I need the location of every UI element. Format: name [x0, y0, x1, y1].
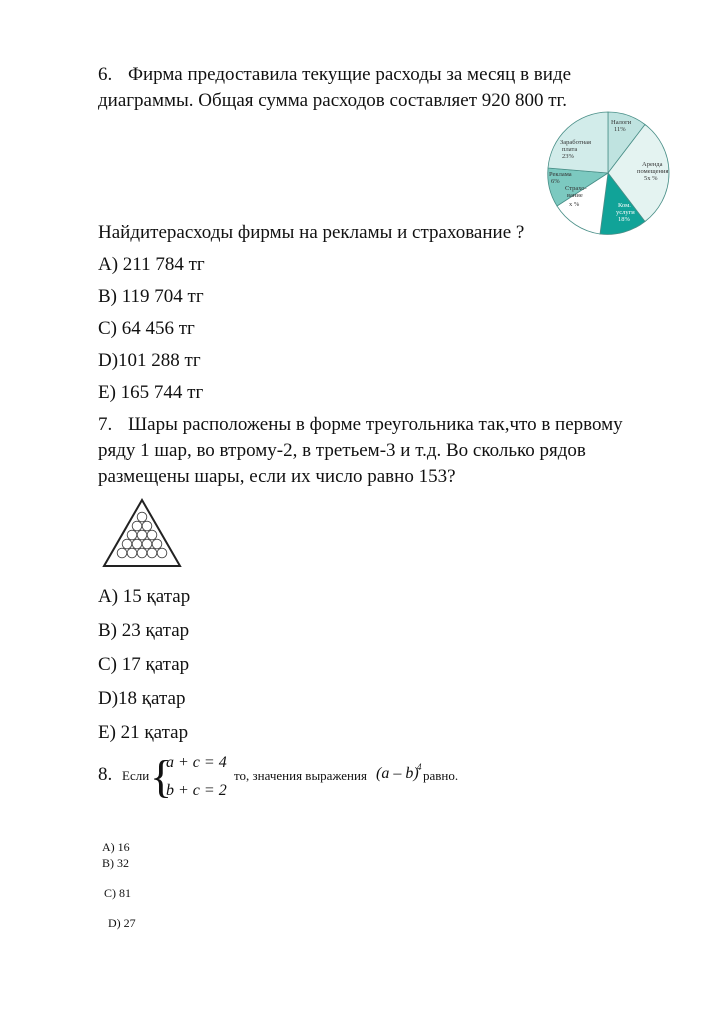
- q6-question: Найдитерасходы фирмы на рекламы и страхование ?: [98, 222, 525, 243]
- q7-option-d[interactable]: D)18 қатар: [98, 688, 186, 709]
- label-strah-2: вание: [567, 192, 583, 199]
- q7-text-line1: Шары расположены в форме треугольника так,что в первому: [128, 414, 623, 435]
- q6-option-a[interactable]: A) 211 784 тг: [98, 254, 205, 275]
- q7-option-a[interactable]: A) 15 қатар: [98, 586, 191, 607]
- label-arenda-3: 5х %: [644, 175, 658, 182]
- q7-option-b[interactable]: B) 23 қатар: [98, 620, 190, 641]
- expenses-pie-chart: [545, 110, 671, 236]
- q6-option-e[interactable]: E) 165 744 тг: [98, 382, 204, 403]
- label-strah-1: Страхо-: [565, 185, 587, 192]
- q7-text-line2: ряду 1 шар, во втрому-2, в третьем-3 и т.д. Во сколько рядов: [98, 440, 586, 461]
- q6-text-line1: Фирма предоставила текущие расходы за месяц в виде: [128, 64, 572, 85]
- q6-option-c[interactable]: C) 64 456 тг: [98, 318, 195, 339]
- label-reklama-1: Реклама: [549, 171, 572, 178]
- q6-number: 6.: [98, 64, 113, 85]
- label-nalogi-1: Налоги: [611, 119, 632, 126]
- q8-option-a[interactable]: A) 16: [102, 840, 130, 854]
- q7-number: 7.: [98, 414, 113, 435]
- q6-text-line2: диаграммы. Общая сумма расходов составляет 920 800 тг.: [98, 90, 567, 111]
- label-kom-1: Ком.: [618, 202, 631, 209]
- q6-option-d[interactable]: D)101 288 тг: [98, 350, 201, 371]
- label-arenda-2: помещения: [637, 168, 669, 175]
- q7-option-c[interactable]: C) 17 қатар: [98, 654, 190, 675]
- system-brace: {: [150, 751, 173, 802]
- q8-text: то, значения выражения: [234, 768, 367, 783]
- label-zarplata-2: плата: [562, 146, 578, 153]
- label-kom-2: услуги: [616, 209, 635, 216]
- q8-number: 8.: [98, 764, 113, 785]
- balls-triangle-image: [102, 498, 182, 570]
- q8-exponent: 4: [417, 762, 422, 772]
- q7-option-e[interactable]: E) 21 қатар: [98, 722, 189, 743]
- label-reklama-2: 6%: [551, 178, 560, 185]
- q8-equation-1: a + c = 4: [166, 754, 227, 771]
- q6-option-b[interactable]: B) 119 704 тг: [98, 286, 204, 307]
- q8-if-word: Если: [122, 768, 150, 783]
- q8-option-d[interactable]: D) 27: [108, 916, 136, 930]
- label-arenda-1: Аренда: [642, 161, 663, 168]
- q8-option-c[interactable]: C) 81: [104, 886, 131, 900]
- q7-text-line3: размещены шары, если их число равно 153?: [98, 466, 456, 487]
- label-zarplata-3: 23%: [562, 153, 574, 160]
- label-zarplata-1: Заработная: [560, 139, 591, 146]
- q8-tail: равно.: [423, 768, 459, 783]
- q8-expression: (a – b): [376, 765, 419, 782]
- label-strah-3: х %: [569, 201, 580, 208]
- q8-equation-2: b + c = 2: [166, 782, 227, 799]
- label-kom-3: 18%: [618, 216, 630, 223]
- label-nalogi-2: 11%: [614, 126, 626, 133]
- q8-option-b[interactable]: B) 32: [102, 856, 129, 870]
